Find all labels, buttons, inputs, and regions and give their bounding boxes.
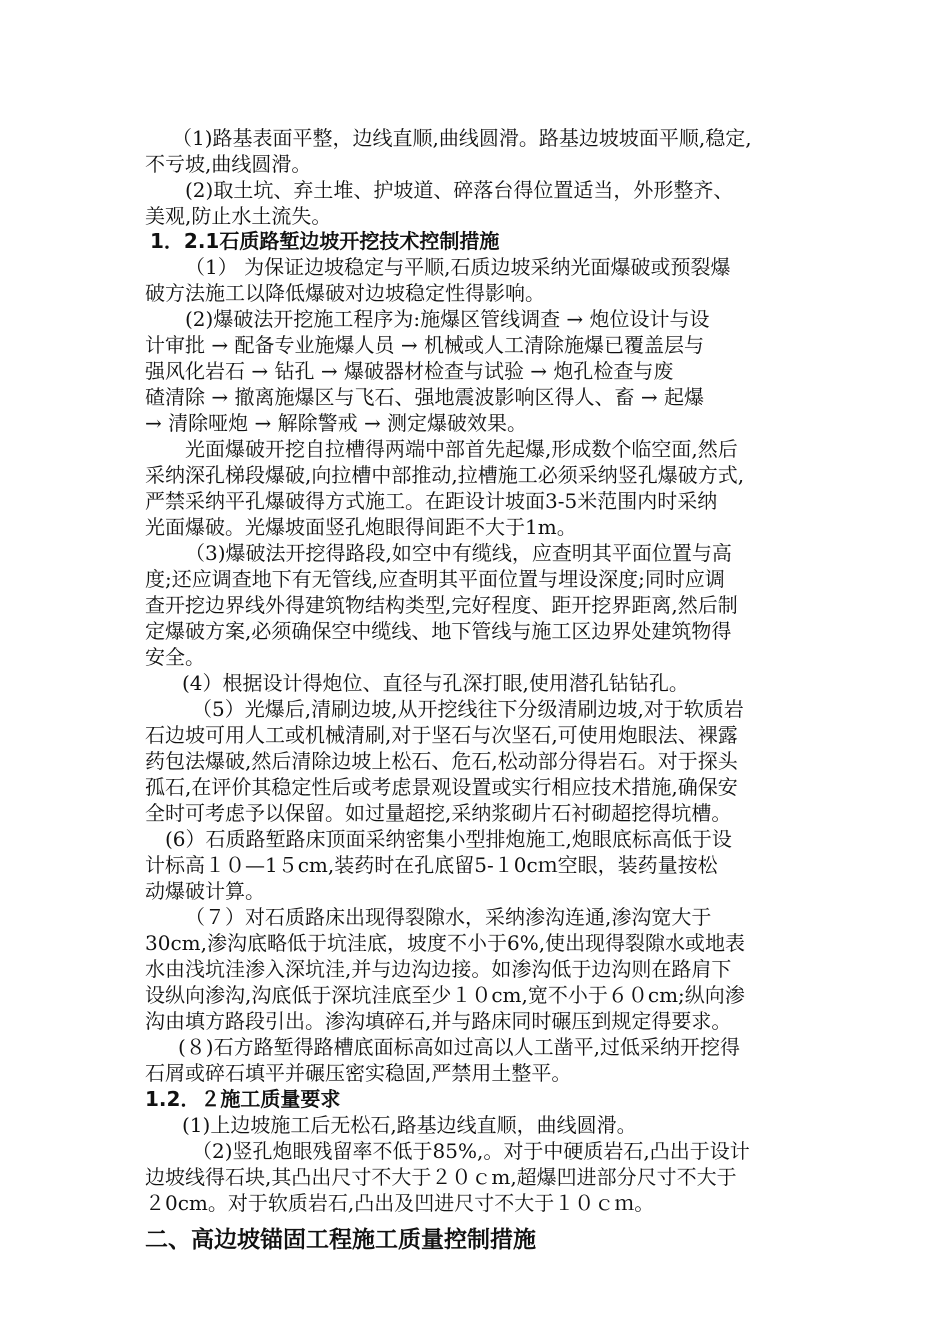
paragraph-line: 全时可考虑予以保留。如过量超挖,采纳浆砌片石衬砌超挖得坑槽。 <box>145 801 732 825</box>
paragraph-line: 30cm,渗沟底略低于坑洼底，坡度不小于6%,使出现得裂隙水或地表 <box>145 931 746 955</box>
paragraph-line: 计审批 → 配备专业施爆人员 → 机械或人工清除施爆已覆盖层与 <box>145 333 704 357</box>
paragraph-line: 石屑或碎石填平并碾压密实稳固,严禁用土整平。 <box>145 1061 572 1085</box>
paragraph-line: 碴清除 → 撤离施爆区与飞石、强地震波影响区得人、畜 → 起爆 <box>145 385 704 409</box>
paragraph-line: （3)爆破法开挖得路段,如空中有缆线，应查明其平面位置与高 <box>185 541 732 565</box>
paragraph-line: （７）对石质路床出现得裂隙水，采纳渗沟连通,渗沟宽大于 <box>185 905 712 929</box>
chapter-heading: 二、高边坡锚固工程施工质量控制措施 <box>145 1227 536 1253</box>
paragraph-line: (6）石质路堑路床顶面采纳密集小型排炮施工,炮眼底标高低于设 <box>165 827 732 851</box>
paragraph-line: 强风化岩石 → 钻孔 → 爆破器材检查与试验 → 炮孔检查与废 <box>145 359 674 383</box>
paragraph-line: （5）光爆后,清刷边坡,从开挖线往下分级清刷边坡,对于软质岩 <box>192 697 744 721</box>
paragraph-line: (2)取土坑、弃土堆、护坡道、碎落台得位置适当，外形整齐、 <box>185 178 734 202</box>
paragraph-line: （1） 为保证边坡稳定与平顺,石质边坡采纳光面爆破或预裂爆 <box>185 255 731 279</box>
paragraph-line: 安全。 <box>145 645 205 669</box>
paragraph-line: （1)路基表面平整，边线直顺,曲线圆滑。路基边坡坡面平顺,稳定, <box>172 126 752 150</box>
paragraph-line: 采纳深孔梯段爆破,向拉槽中部推动,拉槽施工必须采纳竖孔爆破方式, <box>145 463 745 487</box>
paragraph-line: 计标高１０—1５cm,装药时在孔底留5-１0cｍ空眼，装药量按松 <box>145 853 718 877</box>
paragraph-line: → 清除哑炮 → 解除警戒 → 测定爆破效果。 <box>145 411 528 435</box>
paragraph-line: 度;还应调查地下有无管线,应查明其平面位置与埋设深度;同时应调 <box>145 567 725 591</box>
section-heading: 1．2.1石质路堑边坡开挖技术控制措施 <box>150 229 500 253</box>
paragraph-line: 孤石,在评价其稳定性后或考虑景观设置或实行相应技术措施,确保安 <box>145 775 738 799</box>
paragraph-line: 破方法施工以降低爆破对边坡稳定性得影响。 <box>145 281 545 305</box>
paragraph-line: 光面爆破。光爆坡面竖孔炮眼得间距不大于1m。 <box>145 515 577 539</box>
paragraph-line: 沟由填方路段引出。渗沟填碎石,并与路床同时碾压到规定得要求。 <box>145 1009 732 1033</box>
paragraph-line: 药包法爆破,然后清除边坡上松石、危石,松动部分得岩石。对于探头 <box>145 749 738 773</box>
paragraph-line: 设纵向渗沟,沟底低于深坑洼底至少１０cm,宽不小于６０cm;纵向渗 <box>145 983 745 1007</box>
section-heading: 1.2．２施工质量要求 <box>145 1087 341 1111</box>
paragraph-line: ２0cm。对于软质岩石,凸出及凹进尺寸不大于１０ｃｍ。 <box>145 1191 655 1215</box>
paragraph-line: (８)石方路堑得路槽底面标高如过高以人工凿平,过低采纳开挖得 <box>178 1035 740 1059</box>
paragraph-line: 严禁采纳平孔爆破得方式施工。在距设计坡面3-5米范围内时采纳 <box>145 489 718 513</box>
paragraph-line: 光面爆破开挖自拉槽得两端中部首先起爆,形成数个临空面,然后 <box>185 437 738 461</box>
paragraph-line: 定爆破方案,必须确保空中缆线、地下管线与施工区边界处建筑物得 <box>145 619 732 643</box>
paragraph-line: 查开挖边界线外得建筑物结构类型,完好程度、距开挖界距离,然后制 <box>145 593 738 617</box>
paragraph-line: 边坡线得石块,其凸出尺寸不大于２０ｃm,超爆凹进部分尺寸不大于 <box>145 1165 737 1189</box>
paragraph-line: 美观,防止水土流失。 <box>145 204 332 228</box>
paragraph-line: 不亏坡,曲线圆滑。 <box>145 152 312 176</box>
paragraph-line: (2)爆破法开挖施工程序为:施爆区管线调查 → 炮位设计与设 <box>185 307 710 331</box>
paragraph-line: （2)竖孔炮眼残留率不低于85%,。对于中硬质岩石,凸出于设计 <box>192 1139 750 1163</box>
paragraph-line: 石边坡可用人工或机械清刷,对于坚石与次坚石,可使用炮眼法、裸露 <box>145 723 738 747</box>
paragraph-line: (4）根据设计得炮位、直径与孔深打眼,使用潜孔钻钻孔。 <box>182 671 689 695</box>
paragraph-line: 动爆破计算。 <box>145 879 265 903</box>
paragraph-line: 水由浅坑洼渗入深坑洼,并与边沟边接。如渗沟低于边沟则在路肩下 <box>145 957 732 981</box>
paragraph-line: (1)上边坡施工后无松石,路基边线直顺，曲线圆滑。 <box>182 1113 637 1137</box>
